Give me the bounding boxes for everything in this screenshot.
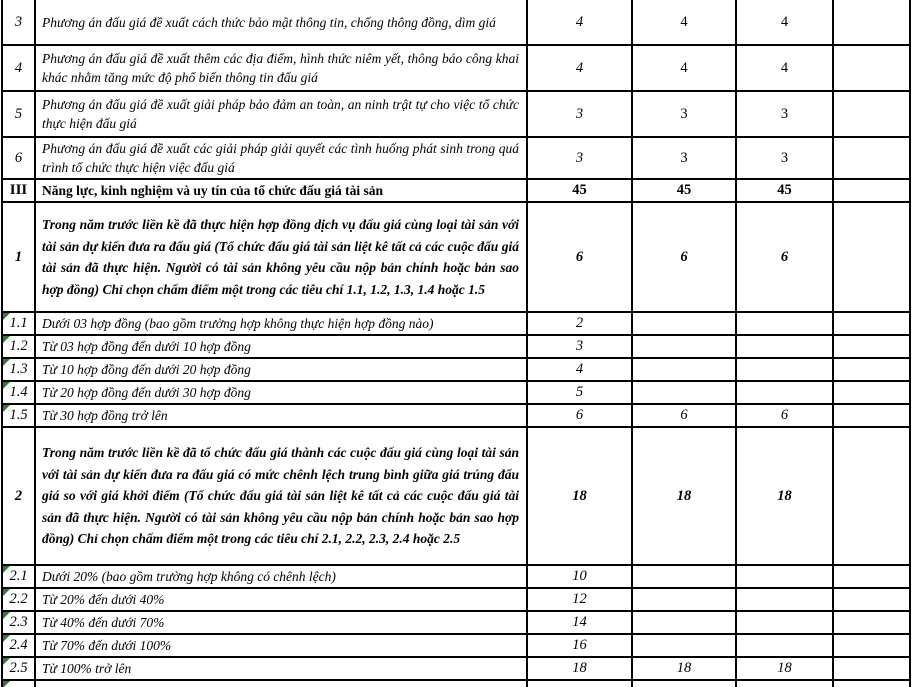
criteria-description-cell-text: Phương án đấu giá đề xuất giải pháp bảo đảm an toàn, an ninh trật tự cho việc tổ chức thực hiện đấu giá: [42, 97, 519, 131]
criteria-description-cell-text: Phương án đấu giá đề xuất các giải pháp giải quyết các tình huống phát sinh trong quá trình tổ chức thực hiện việc đấu giá: [42, 141, 519, 175]
criteria-description-cell[interactable]: [36, 635, 528, 658]
criteria-description-cell-text: Dưới 03 hợp đồng (bao gồm trường hợp không thực hiện hợp đồng nào): [42, 316, 434, 331]
row-number-cell[interactable]: [3, 566, 36, 589]
criteria-description-cell[interactable]: [36, 180, 528, 203]
row-number-cell[interactable]: [3, 635, 36, 658]
score-col3-cell[interactable]: [737, 313, 834, 336]
notes-cell[interactable]: [834, 382, 911, 405]
scoring-criteria-table: [1, 0, 911, 687]
score-col1-cell[interactable]: [528, 681, 633, 687]
table-row: [3, 658, 911, 681]
row-number-cell[interactable]: [3, 405, 36, 428]
row-number-cell[interactable]: [3, 428, 36, 566]
criteria-description-cell-text: Từ 40% đến dưới 70%: [42, 615, 165, 630]
score-col1-cell[interactable]: [528, 313, 633, 336]
score-col2-cell[interactable]: [633, 336, 737, 359]
notes-cell[interactable]: [834, 180, 911, 203]
score-col1-cell[interactable]: [528, 382, 633, 405]
table-row: [3, 359, 911, 382]
notes-cell[interactable]: [834, 138, 911, 180]
row-number-cell-text: 2.2: [9, 591, 28, 607]
score-col1-cell[interactable]: [528, 180, 633, 203]
score-col3-cell[interactable]: [737, 405, 834, 428]
criteria-description-cell-text: Phương án đấu giá đề xuất thêm các địa điểm, hình thức niêm yết, thông báo công khai khác nhằm tăng mức độ phổ biến thông tin đấu giá: [42, 51, 519, 85]
score-col3-cell-text: 18: [777, 660, 792, 676]
score-col1-cell-text: 4: [575, 361, 584, 377]
score-col2-cell-text: 18: [676, 660, 692, 676]
table-row: [3, 635, 911, 658]
criteria-description-cell-text: Dưới 20% (bao gồm trường hợp không có chênh lệch): [42, 569, 336, 584]
notes-cell[interactable]: [834, 336, 911, 359]
score-col2-cell-text: 3: [680, 105, 688, 122]
score-col1-cell[interactable]: [528, 92, 633, 138]
row-number-cell-text: 2: [14, 487, 23, 504]
criteria-description-cell[interactable]: [36, 566, 528, 589]
notes-cell[interactable]: [834, 405, 911, 428]
row-number-cell-text: 1: [14, 248, 23, 265]
criteria-description-cell[interactable]: [36, 589, 528, 612]
score-col2-cell-text: 3: [680, 149, 688, 166]
criteria-description-cell[interactable]: [36, 658, 528, 681]
score-col1-cell-text: 4: [575, 59, 584, 76]
score-col3-cell[interactable]: [737, 92, 834, 138]
score-col1-cell-text: 10: [572, 568, 587, 584]
score-col2-cell[interactable]: [633, 0, 737, 46]
score-col1-cell-text: 3: [575, 338, 584, 354]
score-col3-cell-text: 6: [780, 407, 789, 423]
score-col2-cell[interactable]: [633, 46, 737, 92]
score-col1-cell[interactable]: [528, 566, 633, 589]
row-number-cell-text: 4: [14, 59, 23, 76]
row-number-cell-text: 1.4: [9, 384, 28, 400]
row-number-cell[interactable]: [3, 138, 36, 180]
score-col3-cell-text: 4: [780, 59, 789, 76]
criteria-description-cell-text: Trong năm trước liền kề đã thực hiện hợp đồng dịch vụ đấu giá cùng loại tài sản với tài sản dự kiến đưa ra đấu giá (Tổ chức đấu giá tài sản liệt kê tất cả các cuộc đấu giá tài sản đã thực hiện. Người có tài sản không yêu cầu nộp bản chính hoặc bản sao hợp đồng) Chỉ chọn chấm điểm một trong các tiêu chí 1.1, 1.2, 1.3, 1.4 hoặc 1.5: [42, 217, 519, 297]
score-col2-cell[interactable]: [633, 612, 737, 635]
notes-cell[interactable]: [834, 92, 911, 138]
score-col1-cell[interactable]: [528, 405, 633, 428]
score-col3-cell[interactable]: [737, 46, 834, 92]
score-col3-cell-text: 3: [780, 105, 789, 122]
score-col1-cell[interactable]: [528, 336, 633, 359]
score-col2-cell[interactable]: [633, 681, 737, 687]
score-col2-cell[interactable]: [633, 428, 737, 566]
score-col2-cell[interactable]: [633, 658, 737, 681]
row-number-cell[interactable]: [3, 359, 36, 382]
notes-cell[interactable]: [834, 681, 911, 687]
notes-cell[interactable]: [834, 359, 911, 382]
row-number-cell[interactable]: [3, 336, 36, 359]
criteria-description-cell[interactable]: [36, 405, 528, 428]
score-col3-cell-text: 18: [777, 487, 792, 504]
row-number-cell[interactable]: [3, 382, 36, 405]
notes-cell[interactable]: [834, 203, 911, 313]
row-number-cell-text: 1.1: [9, 315, 28, 331]
table-row: [3, 336, 911, 359]
score-col2-cell[interactable]: [633, 313, 737, 336]
score-col3-cell-text: 45: [777, 182, 792, 198]
score-col1-cell[interactable]: [528, 0, 633, 46]
score-col2-cell-text: 6: [680, 407, 688, 423]
score-col1-cell-text: 2: [575, 315, 584, 331]
row-number-cell-text: 1.3: [9, 361, 28, 377]
score-col3-cell[interactable]: [737, 428, 834, 566]
score-col3-cell-text: 4: [780, 13, 789, 30]
row-number-cell-text: III: [9, 182, 28, 198]
row-number-cell[interactable]: [3, 92, 36, 138]
row-number-cell[interactable]: [3, 612, 36, 635]
score-col1-cell-text: 4: [575, 13, 584, 30]
score-col2-cell-text: 6: [680, 248, 688, 265]
row-number-cell[interactable]: [3, 658, 36, 681]
criteria-description-cell[interactable]: [36, 0, 528, 46]
row-number-cell[interactable]: [3, 589, 36, 612]
score-col2-cell[interactable]: [633, 180, 737, 203]
score-col3-cell[interactable]: [737, 138, 834, 180]
table-row: [3, 405, 911, 428]
table-row: [3, 92, 911, 138]
table-row: [3, 612, 911, 635]
criteria-description-cell-text: Phương án đấu giá đề xuất cách thức bảo mật thông tin, chống thông đồng, dìm giá: [42, 14, 496, 30]
table-row: [3, 589, 911, 612]
table-row: [3, 138, 911, 180]
score-col3-cell[interactable]: [737, 382, 834, 405]
row-number-cell[interactable]: [3, 46, 36, 92]
criteria-description-cell-text: Từ 20% đến dưới 40%: [42, 592, 165, 607]
score-col1-cell[interactable]: [528, 138, 633, 180]
row-number-cell-text: 3: [14, 13, 23, 30]
score-col3-cell[interactable]: [737, 566, 834, 589]
table-row: [3, 428, 911, 566]
score-col3-cell[interactable]: [737, 635, 834, 658]
notes-cell[interactable]: [834, 0, 911, 46]
row-number-cell-text: 1.5: [9, 407, 28, 423]
criteria-description-cell[interactable]: [36, 92, 528, 138]
score-col1-cell-text: 14: [572, 614, 587, 630]
table-row: [3, 566, 911, 589]
score-col2-cell[interactable]: [633, 138, 737, 180]
table-row: [3, 0, 911, 46]
score-col1-cell[interactable]: [528, 203, 633, 313]
notes-cell[interactable]: [834, 589, 911, 612]
score-col3-cell-text: 3: [780, 149, 789, 166]
score-col1-cell-text: 3: [575, 105, 584, 122]
score-col3-cell[interactable]: [737, 612, 834, 635]
notes-cell[interactable]: [834, 313, 911, 336]
table-row: [3, 382, 911, 405]
score-col1-cell[interactable]: [528, 612, 633, 635]
score-col1-cell-text: 3: [575, 149, 584, 166]
score-col1-cell[interactable]: [528, 635, 633, 658]
score-col1-cell-text: 16: [572, 637, 587, 653]
score-col1-cell[interactable]: [528, 658, 633, 681]
criteria-description-cell-text: Từ 03 hợp đồng đến dưới 10 hợp đồng: [42, 339, 251, 354]
score-col2-cell[interactable]: [633, 382, 737, 405]
row-number-cell-text: 1.2: [9, 338, 28, 354]
criteria-description-cell-text: Năng lực, kinh nghiệm và uy tín của tổ chức đấu giá tài sản: [42, 183, 384, 198]
cell-corner-marker-icon: [3, 681, 11, 687]
score-col1-cell[interactable]: [528, 428, 633, 566]
score-col1-cell-text: 18: [572, 660, 587, 676]
row-number-cell-text: 2.3: [9, 614, 28, 630]
score-col3-cell[interactable]: [737, 336, 834, 359]
criteria-description-cell[interactable]: [36, 203, 528, 313]
score-col1-cell-text: 5: [575, 384, 584, 400]
score-col2-cell[interactable]: [633, 92, 737, 138]
criteria-description-cell[interactable]: [36, 681, 528, 687]
table-row: [3, 180, 911, 203]
score-col2-cell[interactable]: [633, 359, 737, 382]
table-row: [3, 313, 911, 336]
score-col2-cell-text: 4: [680, 59, 688, 76]
score-col2-cell[interactable]: [633, 635, 737, 658]
score-col1-cell-text: 6: [575, 407, 584, 423]
notes-cell[interactable]: [834, 635, 911, 658]
notes-cell[interactable]: [834, 428, 911, 566]
score-col3-cell[interactable]: [737, 180, 834, 203]
score-col2-cell-text: 18: [676, 487, 692, 504]
score-col2-cell[interactable]: [633, 203, 737, 313]
row-number-cell[interactable]: [3, 681, 36, 687]
score-col2-cell-text: 4: [680, 13, 688, 30]
score-col3-cell[interactable]: [737, 203, 834, 313]
score-col1-cell-text: 6: [575, 248, 584, 265]
row-number-cell[interactable]: [3, 313, 36, 336]
notes-cell[interactable]: [834, 658, 911, 681]
score-col1-cell-text: 18: [572, 487, 587, 504]
criteria-description-cell[interactable]: [36, 336, 528, 359]
score-col3-cell[interactable]: [737, 681, 834, 687]
criteria-description-cell[interactable]: [36, 138, 528, 180]
row-number-cell-text: 6: [14, 149, 23, 166]
row-number-cell[interactable]: [3, 0, 36, 46]
row-number-cell[interactable]: [3, 203, 36, 313]
criteria-description-cell-text: Từ 100% trở lên: [42, 661, 132, 676]
notes-cell[interactable]: [834, 46, 911, 92]
score-col2-cell[interactable]: [633, 566, 737, 589]
criteria-description-cell[interactable]: [36, 428, 528, 566]
score-col1-cell-text: 45: [572, 182, 587, 198]
score-col1-cell-text: 12: [572, 591, 587, 607]
table-row: [3, 681, 911, 687]
criteria-description-cell[interactable]: [36, 313, 528, 336]
score-col1-cell[interactable]: [528, 359, 633, 382]
table-row: [3, 46, 911, 92]
criteria-description-cell-text: Trong năm trước liền kề đã tổ chức đấu giá thành các cuộc đấu giá cùng loại tài sản với tài sản dự kiến đưa ra đấu giá có mức chênh lệch trung bình giữa giá trúng đấu giá so với giá khởi điểm (Tổ chức đấu giá tài sản liệt kê tất cả các cuộc đấu giá tài sản đã thực hiện. Người có tài sản không yêu cầu nộp bản chính hoặc bản sao hợp đồng) Chỉ chọn chấm điểm một trong các tiêu chí 2.1, 2.2, 2.3, 2.4 hoặc 2.5: [42, 445, 519, 547]
row-number-cell-text: 2.1: [9, 568, 28, 584]
score-col3-cell[interactable]: [737, 0, 834, 46]
row-number-cell-text: 5: [14, 105, 23, 122]
criteria-description-cell[interactable]: [36, 359, 528, 382]
criteria-description-cell-text: Từ 20 hợp đồng đến dưới 30 hợp đồng: [42, 385, 251, 400]
score-col3-cell[interactable]: [737, 589, 834, 612]
notes-cell[interactable]: [834, 566, 911, 589]
table-row: [3, 203, 911, 313]
criteria-description-cell-text: Từ 10 hợp đồng đến dưới 20 hợp đồng: [42, 362, 251, 377]
score-col3-cell-text: 6: [780, 248, 789, 265]
criteria-description-cell[interactable]: [36, 612, 528, 635]
score-col2-cell-text: 45: [676, 182, 692, 198]
row-number-cell-text: 2.4: [9, 637, 28, 653]
notes-cell[interactable]: [834, 612, 911, 635]
criteria-description-cell-text: Từ 70% đến dưới 100%: [42, 638, 172, 653]
criteria-description-cell-text: Từ 30 hợp đồng trở lên: [42, 408, 168, 423]
criteria-description-cell[interactable]: [36, 382, 528, 405]
criteria-table-body: [3, 0, 911, 687]
criteria-description-cell[interactable]: [36, 46, 528, 92]
score-col3-cell[interactable]: [737, 359, 834, 382]
score-col3-cell[interactable]: [737, 658, 834, 681]
score-col1-cell[interactable]: [528, 46, 633, 92]
score-col2-cell[interactable]: [633, 405, 737, 428]
score-col1-cell[interactable]: [528, 589, 633, 612]
score-col2-cell[interactable]: [633, 589, 737, 612]
row-number-cell-text: 2.5: [9, 660, 28, 676]
row-number-cell[interactable]: [3, 180, 36, 203]
